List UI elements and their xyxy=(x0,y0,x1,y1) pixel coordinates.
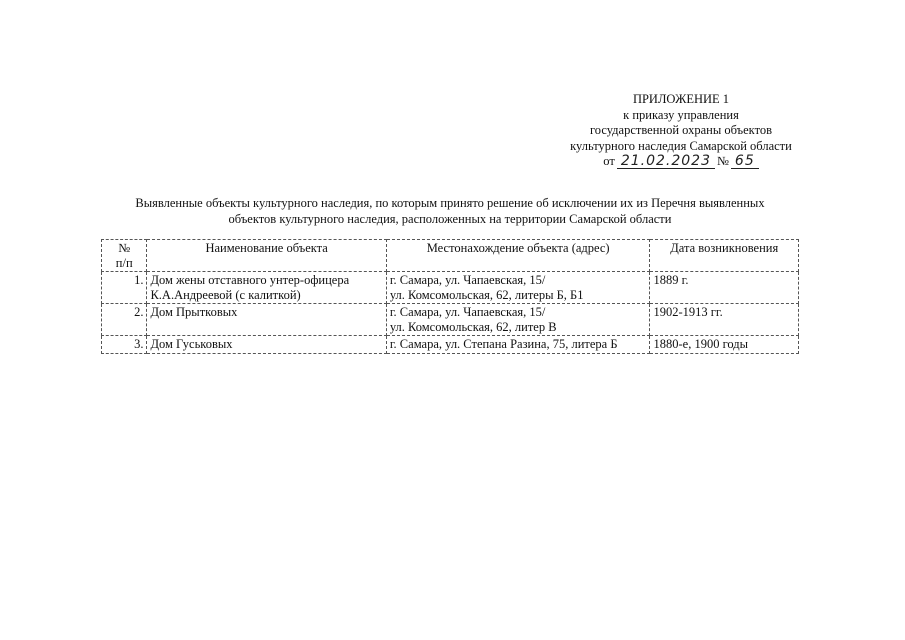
row-number: 3. xyxy=(102,336,147,354)
row-number: 1. xyxy=(102,272,147,304)
object-name: Дом жены отставного унтер-офицера К.А.Андреевой (с калиткой) xyxy=(147,272,386,304)
table-row xyxy=(102,272,799,304)
document-title-line-2: объектов культурного наследия, расположенных на территории Самарской области xyxy=(228,211,672,226)
date-prefix: от xyxy=(603,154,615,168)
object-date: 1880-е, 1900 годы xyxy=(650,336,799,354)
header-number: № п/п xyxy=(102,240,147,272)
order-ref-line-2: государственной охраны объектов xyxy=(589,123,773,137)
header-object-name: Наименование объекта xyxy=(147,240,386,272)
handwritten-number: 65 xyxy=(731,154,759,169)
header-date: Дата возникновения xyxy=(650,240,799,272)
object-name: Дом Гуськовых xyxy=(147,336,386,354)
table-row xyxy=(102,336,799,354)
object-name: Дом Прытковых xyxy=(147,304,386,336)
order-ref-line-3: культурного наследия Самарской области xyxy=(570,138,792,153)
appendix-header xyxy=(540,92,822,170)
document-title xyxy=(60,196,840,227)
row-number: 2. xyxy=(102,304,147,336)
order-ref-line-1: к приказу управления xyxy=(623,107,739,122)
table-header-row xyxy=(102,240,799,272)
table-row xyxy=(102,304,799,336)
number-prefix: № xyxy=(716,154,729,168)
handwritten-date: 21.02.2023 xyxy=(617,154,715,169)
object-date: 1889 г. xyxy=(650,272,799,304)
heritage-objects-table xyxy=(101,239,799,354)
document-title-line-1: Выявленные объекты культурного наследия, по которым принято решение об исключении их из Перечня выявленных xyxy=(135,196,765,210)
appendix-label: ПРИЛОЖЕНИЕ 1 xyxy=(632,92,730,106)
object-address: г. Самара, ул. Чапаевская, 15/ ул. Комсомольская, 62, литер В xyxy=(386,304,650,336)
order-date-number xyxy=(540,154,822,170)
object-address: г. Самара, ул. Чапаевская, 15/ ул. Комсомольская, 62, литеры Б, Б1 xyxy=(386,272,650,304)
object-date: 1902-1913 гг. xyxy=(650,304,799,336)
header-address: Местонахождение объекта (адрес) xyxy=(386,240,650,272)
object-address: г. Самара, ул. Степана Разина, 75, литера Б xyxy=(386,336,650,354)
